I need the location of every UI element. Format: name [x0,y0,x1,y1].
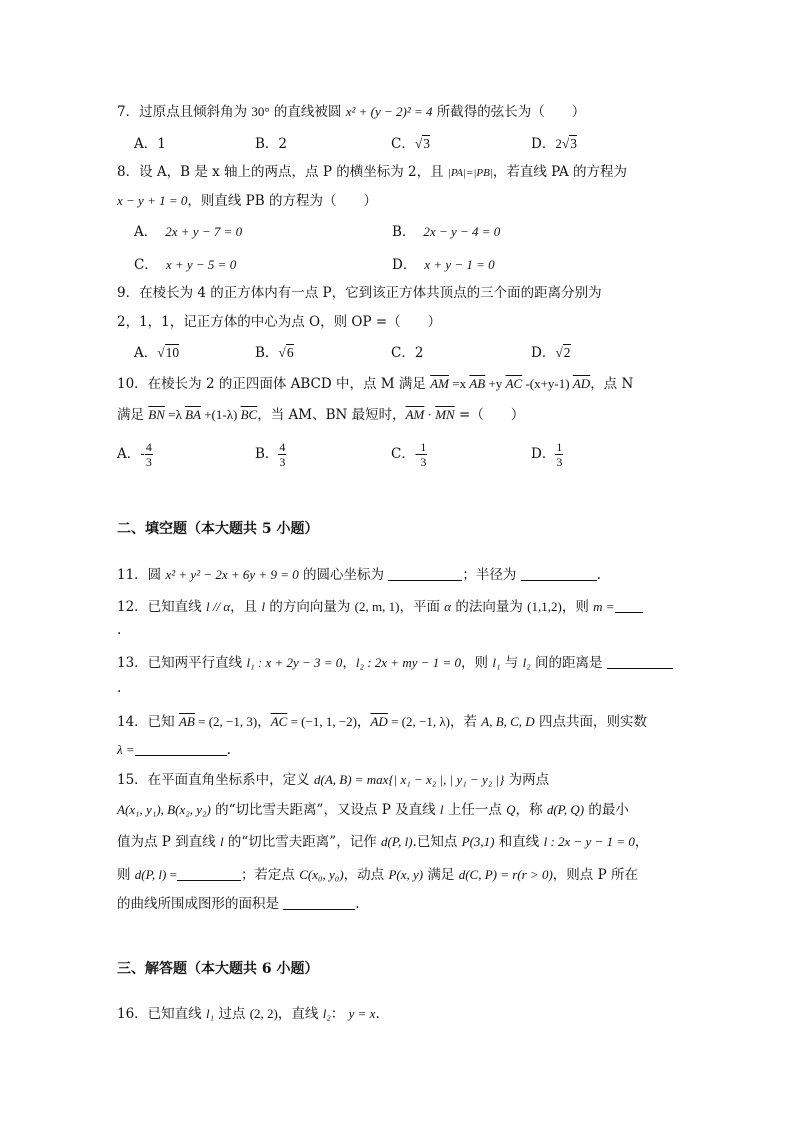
q14-vec-ad: $\overline{AD}$ [370,714,388,729]
q9-option-a [134,344,179,362]
q16-text-b: 过点 [214,1006,250,1022]
q13-text-c: ，则 [461,655,493,671]
q15-condition: d(C, P) = r(r > 0) [458,867,553,882]
q8-line2 [117,192,377,210]
q8-eq: x − y + 1 = 0 [117,193,188,208]
q16-point: (2, 2) [249,1006,278,1021]
q7-option-c-label: C． [391,136,415,152]
q13-period: . [117,680,122,696]
q10-option-b-den: 3 [279,455,286,469]
q14-text-d: ，若 [449,714,482,730]
q12-line [117,598,643,616]
q8-option-a [134,223,242,241]
q13-text-a: 13．已知两平行直线 [117,655,247,671]
q10-option-d-num: 1 [556,440,563,454]
q10-option-a-fraction [145,440,153,469]
q10-vec-bn: $\overline{BN}$ [148,407,165,422]
q8-text-1b: ，若直线 PA 的方程为 [492,164,628,180]
q14-text-a: 14．已知 [117,714,179,730]
q15-line2 [117,801,629,819]
q12-text-e: 的法向量为 [451,599,528,615]
q10-option-a-den: 3 [145,455,152,469]
q15-definition: d(A, B) = max{| x₁ − x₂ |, | y₁ − y₂ |} [313,772,505,787]
q15-line5 [117,895,360,913]
q7-angle: 30° [251,104,270,119]
q15-point-c: C(x₀, y₀) [299,867,344,882]
q11-text-b: 的圆心坐标为 [298,567,389,583]
q15-text-k: ， [634,834,649,850]
q10-vec-mn: $\overline{MN}$ [435,407,455,422]
q13-l2-symbol: l₂ [522,655,531,670]
q11-radius-blank[interactable] [521,566,597,581]
q12-m: m = [593,599,615,614]
q15-text-t: . [355,896,360,912]
q10-option-a-sign: - [140,446,145,462]
q16-text-a: 16．已知直线 [117,1006,206,1022]
q13-line-l1: l₁ : x + 2y − 3 = 0 [246,655,343,670]
q10-text-2b: ，当 AM、BN 最短时， [257,407,406,423]
q10-option-d-label: D． [531,446,556,462]
q16-line [117,1005,380,1023]
q10-option-d [531,440,563,469]
q7-text-b: 的直线被圆 [269,104,346,120]
q7-option-c-radicand: 3 [423,136,431,151]
q14-vec-ac-value: = (−1, 1, −2) [287,714,357,729]
q12-alpha: α [444,599,452,614]
q11-text-c: ；半径为 [462,567,521,583]
q14-line1 [117,713,647,731]
q15-dpl: d(P, l) [380,834,413,849]
q15-text-i: .已知点 [412,834,462,850]
q14-period: . [226,742,231,758]
q15-distance-blank[interactable] [177,866,241,881]
q12-text-b: ，且 [230,599,262,615]
q15-text-b: 为两点 [504,772,550,788]
q15-dpl2: d(P, l) [134,867,167,882]
q16-text-d: ： [330,1006,349,1022]
q12-parallel: l // α [205,599,231,614]
q7-stem [117,103,585,121]
q8-line1 [117,163,627,182]
q15-text-e: ，称 [515,802,547,818]
q9-option-d-radicand: 2 [563,345,571,360]
q9-option-d-sqrt: √2 [555,345,571,360]
q13-l1-symbol: l₁ [492,655,501,670]
q9-option-a-radicand: 10 [165,345,180,360]
q7-option-d-sqrt: √3 [561,136,577,151]
q7-option-c [391,135,430,153]
q15-text-c: 的“切比雪夫距离”，又设点 P 及直线 [210,802,440,818]
q10-eqx: =x [448,376,470,391]
q16-text-e: . [375,1006,380,1022]
q7-option-b: B．2 [255,136,288,152]
q16-eq: y = x [348,1006,376,1021]
q10-vec-am2: $\overline{AM}$ [405,407,425,422]
q15-text-o: ；若定点 [240,867,300,883]
q15-q: Q [506,802,516,817]
q15-text-j: 和直线 [494,834,544,850]
q10-option-b-num: 4 [279,440,286,454]
q15-text-f: 的最小 [584,802,629,818]
q15-point-pxy: P(x, y) [388,867,424,882]
q10-option-c-num: 1 [420,440,427,454]
q8-option-c-label: C． [134,257,158,273]
q12-text-c: 的方向向量为 [265,599,355,615]
q13-text-e: 间的距离是 [530,655,607,671]
q15-text-a: 15．在平面直角坐标系中，定义 [117,772,314,788]
q7-circle: x² + (y − 2)² = 4 [345,104,433,119]
q11-text-a: 11．圆 [117,567,166,583]
q9-option-a-label: A． [134,345,158,361]
q12-answer-blank[interactable] [615,598,643,613]
q7-option-a: A．1 [134,136,166,152]
q14-answer-blank[interactable] [135,741,227,756]
q12-period: . [117,622,122,638]
q11-line [117,566,601,584]
q8-text-2: ，则直线 PB 的方程为（ ） [187,193,377,209]
q8-abs: |PA|=|PB| [447,167,493,179]
q9-line2: 2，1，1，记正方体的中心为点 O，则 OP =（ ） [117,314,442,330]
q12-text-d: ，平面 [399,599,445,615]
q14-lambda: λ = [117,742,135,757]
q8-option-c-eq: x + y − 5 = 0 [165,257,237,272]
q15-line1 [117,771,549,789]
q13-text-d: 与 [500,655,523,671]
q7-option-d-label: D． [531,136,556,152]
q11-text-d: . [596,567,601,583]
q8-option-b-eq: 2x − y − 4 = 0 [423,224,501,239]
q9-line1: 9．在棱长为 4 的正方体内有一点 P，它到该正方体共顶点的三个面的距离分别为 [117,285,602,301]
q9-option-b-label: B． [255,345,279,361]
q14-text-b: ， [257,714,271,730]
q8-option-a-eq: 2x + y − 7 = 0 [165,224,243,239]
q10-lam: =λ [164,407,186,422]
q7-option-d-radicand: 3 [570,136,577,151]
q13-line [117,654,673,672]
q10-option-c-den: 3 [420,455,427,469]
q10-oneminus: +(1-λ) [200,407,241,422]
q10-vec-bc: $\overline{BC}$ [240,407,258,422]
q14-vec-ab-value: = (2, −1, 3) [194,714,258,729]
q8-option-c [134,256,236,274]
q10-text-2c: =（ ） [454,407,525,423]
q13-line-l2: l₂ : 2x + my − 1 = 0 [355,655,462,670]
q9-option-d [531,344,571,362]
q16-text-c: ，直线 [277,1006,323,1022]
q15-text-m: 则 [117,867,135,883]
section-heading-solutions: 三、解答题（本大题共 6 小题） [117,961,319,977]
q13-answer-blank[interactable] [607,654,673,669]
q16-l2: l₂ [322,1006,331,1021]
q7-option-d-coef: 2 [555,136,562,151]
q10-vec-ad: $\overline{AD}$ [572,376,591,391]
q10-option-b-fraction [278,440,286,469]
q12-text-f: ，则 [561,599,594,615]
q11-eq: x² + y² − 2x + 6y + 9 = 0 [165,567,299,582]
q14-text-e: 四点共面，则实数 [534,714,647,730]
q15-points: A(x₁, y₁), B(x₂, y₂) [117,802,211,817]
q12-normal-vector: (1,1,2) [527,599,562,614]
q10-option-a-label: A． [117,446,141,462]
q7-option-d [531,135,577,153]
q10-option-d-fraction [555,440,563,469]
q8-option-a-label: A． [134,224,158,240]
q9-option-b [255,344,294,362]
q15-text-r: ，则点 P 所在 [552,867,638,883]
q10-option-c [391,440,427,469]
q10-line1 [117,375,633,393]
q15-line-eq: l : 2x − y − 1 = 0 [543,834,635,849]
q15-point-p: P(3,1) [461,834,495,849]
q16-l1: l₁ [205,1006,215,1021]
q8-option-d-label: D． [392,257,417,273]
q10-option-d-den: 3 [556,455,563,469]
q10-text-1a: 10．在棱长为 2 的正四面体 ABCD 中，点 M 满足 [117,376,431,392]
q15-l: l [439,802,444,817]
q10-option-b-label: B． [255,446,279,462]
q9-option-d-label: D． [531,345,556,361]
q15-text-n: = [166,867,177,882]
q15-line3 [117,833,648,851]
q11-center-blank[interactable] [388,566,462,581]
q8-option-b [392,223,500,241]
q10-vec-ac: $\overline{AC}$ [505,376,523,391]
q7-text-c: 所截得的弦长为（ ） [432,104,586,120]
q15-text-g: 值为点 P 到直线 [117,834,220,850]
q10-vec-am: $\overline{AM}$ [430,376,449,391]
q14-vec-ac: $\overline{AC}$ [270,714,288,729]
q7-option-c-sqrt: √3 [414,136,431,151]
q10-option-c-sign: - [414,446,420,462]
q10-vec-ba: $\overline{BA}$ [185,407,201,422]
q15-dpq: d(P, Q) [546,802,585,817]
q9-option-b-radicand: 6 [286,345,294,360]
q14-vec-ab: $\overline{AB}$ [178,714,195,729]
q10-text-1b: ，点 N [590,376,634,392]
q12-direction-vector: (2, m, 1) [354,599,400,614]
section-heading-fill-in: 二、填空题（本大题共 5 小题） [117,521,319,537]
q9-option-c: C．2 [391,345,424,361]
q10-option-a-num: 4 [145,440,152,454]
q10-option-a [117,440,153,469]
q14-text-c: ， [356,714,371,730]
q8-option-b-label: B． [392,224,416,240]
q10-line2 [117,406,524,424]
q15-text-p: ，动点 [343,867,389,883]
q12-l: l [261,599,266,614]
q15-line4 [117,866,638,884]
q7-text-a: 7．过原点且倾斜角为 [117,104,252,120]
q8-text-1: 8．设 A，B 是 x 轴上的两点，点 P 的横坐标为 2，且 [117,164,448,180]
q15-text-q: 满足 [423,867,459,883]
q15-text-h: 的“切比雪夫距离”，记作 [223,834,381,850]
q8-option-d-eq: x + y − 1 = 0 [424,257,495,272]
q10-option-c-label: C． [391,446,415,462]
q10-option-c-fraction [419,440,427,469]
q15-l2: l [219,834,224,849]
q14-line2 [117,741,231,759]
q9-option-b-sqrt: √6 [278,345,294,360]
q15-text-s: 的曲线所围成图形的面积是 [117,896,284,912]
q10-dot: · [424,407,436,422]
q12-text-a: 12．已知直线 [117,599,206,615]
q10-py: +y [485,376,506,391]
q10-mid: -(x+y-1) [522,376,573,391]
q15-text-d: 上任一点 [443,802,507,818]
q10-text-2a: 满足 [117,407,149,423]
q14-points: A, B, C, D [481,714,535,729]
q13-text-b: ， [342,655,356,671]
q9-option-a-sqrt: √10 [157,345,180,360]
q8-option-d [392,256,495,274]
q15-area-blank[interactable] [283,895,355,910]
q10-option-b [255,440,286,469]
q10-vec-ab: $\overline{AB}$ [469,376,486,391]
q14-vec-ad-value: = (2, −1, λ) [387,714,450,729]
